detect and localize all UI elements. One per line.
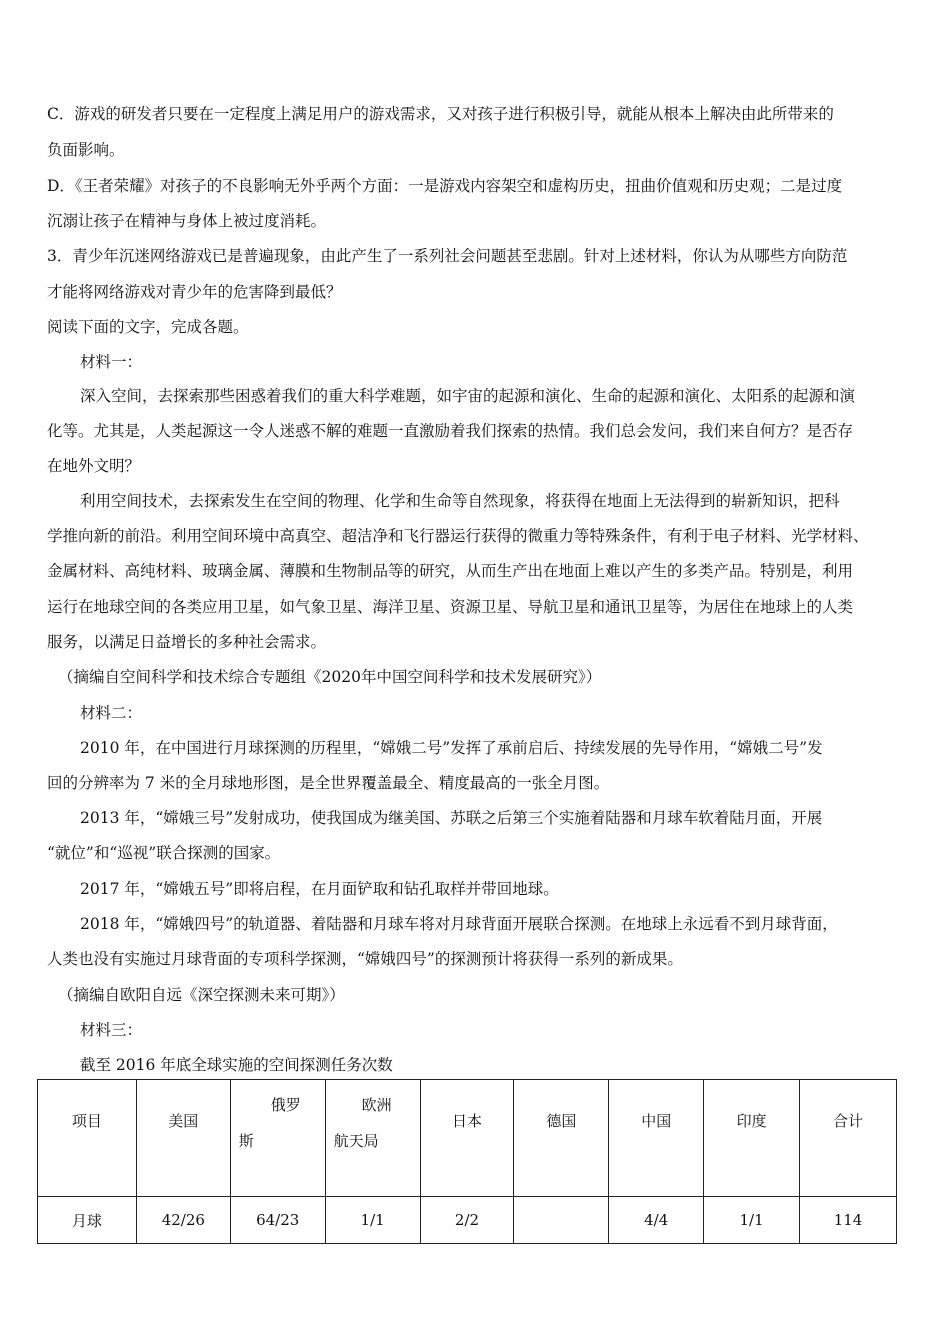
table-header-row	[38, 1080, 897, 1197]
cell-germany	[514, 1197, 609, 1244]
material-2-p1-line-1: 2010 年，在中国进行月球探测的历程里，“嫦娥二号”发挥了承前启后、持续发展的先导作用，“嫦娥二号”发	[80, 739, 823, 757]
material-1-p1-line-2: 化等。尤其是，人类起源这一令人迷惑不解的难题一直激励着我们探索的热情。我们总会发问，我们来自何方？是否存	[47, 422, 854, 440]
header-russia	[230, 1080, 325, 1197]
material-2-p4-line-1: 2018 年，“嫦娥四号”的轨道器、着陆器和月球车将对月球背面开展联合探测。在地球上永远看不到月球背面，	[80, 915, 838, 933]
cell-esa: 1/1	[325, 1197, 420, 1244]
material-3-heading: 材料三：	[80, 1021, 143, 1039]
cell-total: 114	[800, 1197, 897, 1244]
option-d-line-1: D．《王者荣耀》对孩子的不良影响无外乎两个方面：一是游戏内容架空和虚构历史，扭曲价值观和历史观；二是过度	[47, 177, 843, 195]
cell-china: 4/4	[609, 1197, 704, 1244]
option-c-line-1: C．游戏的研发者只要在一定程度上满足用户的游戏需求，又对孩子进行积极引导，就能从根本上解决由此所带来的	[47, 105, 834, 123]
material-1-p2-line-5: 服务，以满足日益增长的多种社会需求。	[47, 633, 327, 651]
reading-instruction: 阅读下面的文字，完成各题。	[47, 318, 249, 336]
header-esa	[325, 1080, 420, 1197]
material-2-source: （摘编自欧阳自远《深空探测未来可期》）	[58, 986, 345, 1004]
material-2-p2-line-2: “就位”和“巡视”联合探测的国家。	[47, 844, 281, 862]
header-esa-line-2: 航天局	[333, 1132, 379, 1150]
header-japan: 日本	[420, 1080, 514, 1197]
header-germany: 德国	[514, 1080, 609, 1197]
cell-japan: 2/2	[420, 1197, 514, 1244]
material-1-p1-line-3: 在地外文明？	[47, 457, 141, 475]
option-d-line-2: 沉溺让孩子在精神与身体上被过度消耗。	[47, 212, 327, 230]
material-1-heading: 材料一：	[80, 353, 143, 371]
question-3-line-1: 3．青少年沉迷网络游戏已是普遍现象，由此产生了一系列社会问题甚至悲剧。针对上述材料，你认为从哪些方向防范	[47, 247, 848, 265]
material-1-p2-line-2: 学推向新的前沿。利用空间环境中高真空、超洁净和飞行器运行获得的微重力等特殊条件，有利于电子材料、光学材料、	[47, 527, 869, 545]
header-india: 印度	[704, 1080, 800, 1197]
header-item: 项目	[38, 1080, 137, 1197]
material-2-p3: 2017 年，“嫦娥五号”即将启程，在月面铲取和钻孔取样并带回地球。	[80, 880, 559, 898]
header-russia-line-2: 斯	[238, 1132, 254, 1150]
header-russia-line-1: 俄罗	[270, 1096, 301, 1114]
cell-russia: 64/23	[230, 1197, 325, 1244]
material-2-heading: 材料二：	[80, 704, 143, 722]
material-2-p4-line-2: 人类也没有实施过月球背面的专项科学探测，“嫦娥四号”的探测预计将获得一系列的新成果。	[47, 950, 683, 968]
cell-india: 1/1	[704, 1197, 800, 1244]
material-2-p2-line-1: 2013 年，“嫦娥三号”发射成功，使我国成为继美国、苏联之后第三个实施着陆器和月球车软着陆月面，开展	[80, 809, 823, 827]
table-caption: 截至 2016 年底全球实施的空间探测任务次数	[80, 1056, 393, 1074]
cell-item: 月球	[38, 1197, 137, 1244]
header-total: 合计	[800, 1080, 897, 1197]
space-missions-table	[37, 1079, 897, 1244]
option-c-line-2: 负面影响。	[47, 141, 125, 159]
material-1-p2-line-1: 利用空间技术，去探索发生在空间的物理、化学和生命等自然现象，将获得在地面上无法得到的崭新知识，把科	[80, 492, 840, 510]
material-2-p1-line-2: 回的分辨率为 7 米的全月球地形图，是全世界覆盖最全、精度最高的一张全月图。	[47, 774, 610, 792]
material-1-p1-line-1: 深入空间，去探索那些困惑着我们的重大科学难题，如宇宙的起源和演化、生命的起源和演化、太阳系的起源和演	[80, 387, 856, 405]
material-1-source: （摘编自空间科学和技术综合专题组《2020年中国空间科学和技术发展研究》）	[58, 668, 602, 686]
question-3-line-2: 才能将网络游戏对青少年的危害降到最低？	[47, 283, 342, 301]
cell-usa: 42/26	[136, 1197, 230, 1244]
header-esa-line-1: 欧洲	[361, 1096, 392, 1114]
header-china: 中国	[609, 1080, 704, 1197]
material-1-p2-line-3: 金属材料、高纯材料、玻璃金属、薄膜和生物制品等的研究，从而生产出在地面上难以产生的多类产品。特别是，利用	[47, 562, 854, 580]
table-row	[38, 1197, 897, 1244]
material-1-p2-line-4: 运行在地球空间的各类应用卫星，如气象卫星、海洋卫星、资源卫星、导航卫星和通讯卫星等，为居住在地球上的人类	[47, 598, 854, 616]
header-usa: 美国	[136, 1080, 230, 1197]
